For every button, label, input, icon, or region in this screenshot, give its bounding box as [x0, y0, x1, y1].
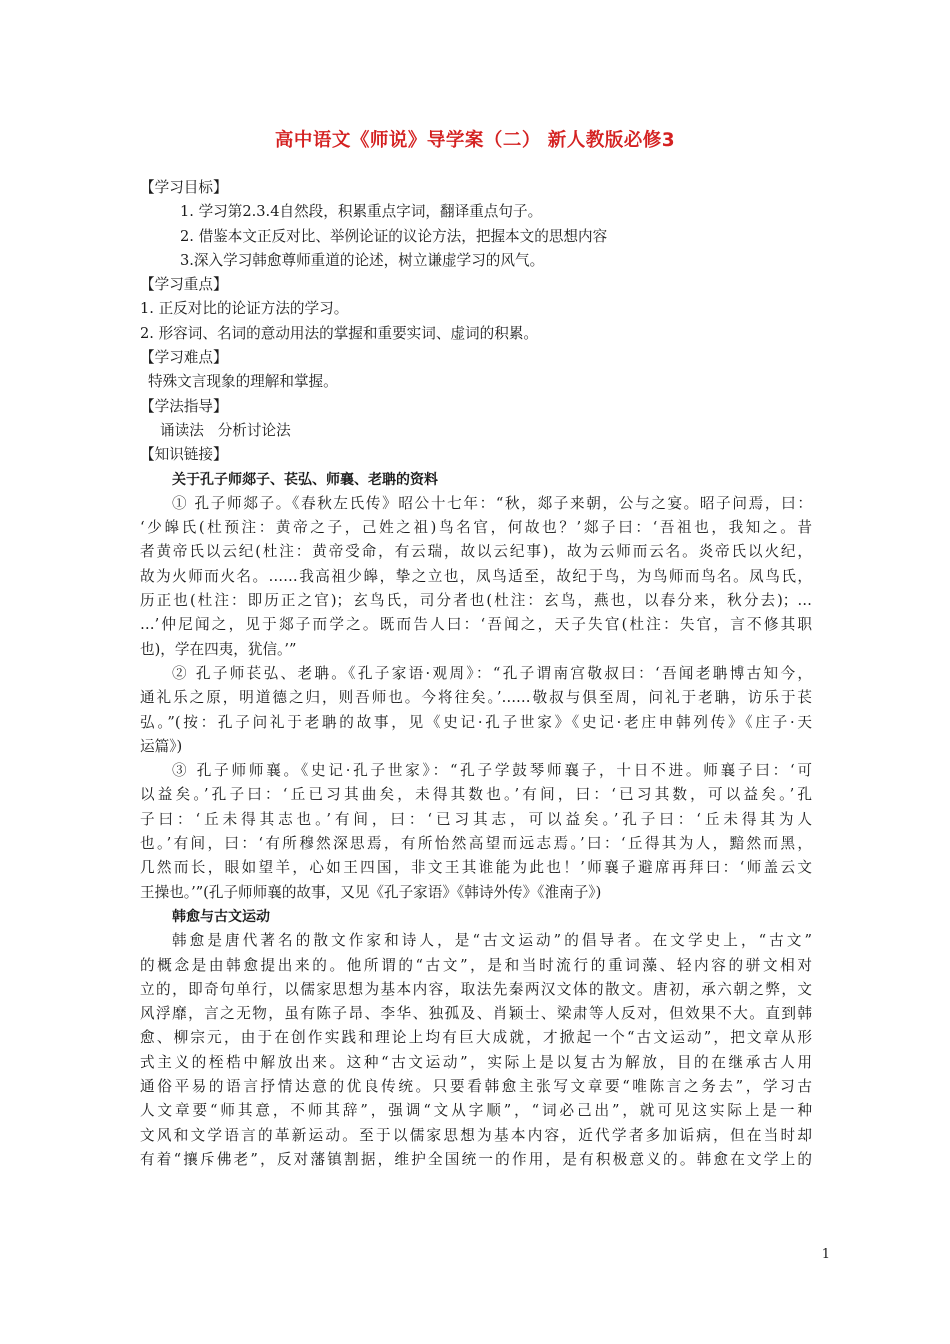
goal-item: 2. 借鉴本文正反对比、举例论证的议论方法，把握本文的思想内容	[180, 227, 608, 245]
paragraph-line: 子曰：‘丘未得其志也。’有间，曰：‘已习其志，可以益矣。’孔子曰：‘丘未得其为人	[140, 810, 812, 828]
paragraph-changhong-laodan	[140, 662, 812, 759]
paragraph-tanzi	[140, 492, 812, 662]
paragraph-line: ③ 孔子师师襄。《史记·孔子世家》：“孔子学鼓琴师襄子，十日不进。师襄子曰：‘可	[172, 762, 812, 780]
document-title: 高中语文《师说》导学案（二） 新人教版必修3	[274, 130, 676, 151]
paragraph-line: 通礼乐之原，明道德之归，则吾师也。今将往矣。’……敬叔与俱至周，问礼于老聃，访乐于苌	[140, 689, 812, 707]
paragraph-line: 者黄帝氏以云纪(杜注：黄帝受命，有云瑞，故以云纪事)，故为云师而云名。炎帝氏以火纪，	[140, 543, 812, 561]
key-point-item: 2. 形容词、名词的意动用法的掌握和重要实词、虚词的积累。	[140, 324, 539, 342]
paragraph-line: 历正也(杜注：即历正之官)；玄鸟氏，司分者也(杜注：玄鸟，燕也，以春分来，秋分去)；…	[140, 592, 812, 610]
paragraph-line: 风浮靡，言之无物，虽有陈子昂、李华、独孤及、肖颖士、梁肃等人反对，但效果不大。直到韩	[140, 1005, 812, 1023]
paragraph-line: 式主义的桎梏中解放出来。这种“古文运动”，实际上是以复古为解放，目的在继承古人用	[140, 1053, 812, 1071]
paragraph-shixiang	[140, 759, 812, 905]
page-number: 1	[821, 1247, 830, 1262]
paragraph-line: 通俗平易的语言抒情达意的优良传统。只要看韩愈主张写文章要“唯陈言之务去”，学习古	[140, 1077, 812, 1095]
method-text: 诵读法 分析讨论法	[160, 421, 291, 439]
paragraph-line: ② 孔子师苌弘、老聃。《孔子家语·观周》：“孔子谓南宫敬叔曰：‘吾闻老聃博古知今，	[172, 664, 812, 682]
paragraph-line: 愈、柳宗元，由于在创作实践和理论上均有巨大成就，才掀起一个“古文运动”，把文章从形	[140, 1029, 812, 1047]
paragraph-han-yu	[140, 929, 812, 1172]
paragraph-line: 的概念是由韩愈提出来的。他所谓的“古文”，是和当时流行的重词藻、轻内容的骈文相对	[140, 956, 812, 974]
paragraph-line: 也。’有间，曰：‘有所穆然深思焉，有所怡然高望而远志焉。’曰：‘丘得其为人，黯然而黑，	[140, 835, 812, 853]
paragraph-line: ‘少皞氏(杜预注：黄帝之子，己姓之祖)鸟名官，何故也？’郯子曰：‘吾祖也，我知之。昔	[140, 519, 812, 537]
paragraph-line: …’仲尼闻之，见于郯子而学之。既而告人曰：‘吾闻之，天子失官(杜注：失官，言不修其职	[140, 616, 812, 634]
goal-item: 3.深入学习韩愈尊师重道的论述，树立谦虚学习的风气。	[180, 251, 545, 269]
subsection-title-confucius: 关于孔子师郯子、苌弘、师襄、老聃的资料	[172, 471, 438, 488]
goal-item: 1. 学习第2.3.4自然段，积累重点字词，翻译重点句子。	[180, 203, 543, 221]
section-heading-method: 【学法指导】	[140, 397, 228, 415]
section-heading-difficulties: 【学习难点】	[140, 349, 228, 367]
paragraph-line: 立的，即奇句单行，以儒家思想为基本内容，取法先秦两汉文体的散文。唐初，承六朝之弊，文	[140, 980, 812, 998]
section-heading-key-points: 【学习重点】	[140, 276, 228, 294]
paragraph-line: 文风和文学语言的革新运动。至于以儒家思想为基本内容，近代学者多加诟病，但在当时却	[140, 1126, 812, 1144]
paragraph-line: 也)，学在四夷，犹信。’”	[140, 640, 297, 658]
subsection-title-han-yu: 韩愈与古文运动	[172, 908, 270, 925]
paragraph-line: 韩愈是唐代著名的散文作家和诗人，是“古文运动”的倡导者。在文学史上，“古文”	[172, 932, 812, 950]
paragraph-line: 王操也。’”(孔子师师襄的故事，又见《孔子家语》《韩诗外传》《淮南子》)	[140, 883, 602, 901]
paragraph-line: 运篇》)	[140, 737, 183, 755]
paragraph-line: 人文章要“师其意，不师其辞”，强调“文从字顺”，“词必己出”，就可见这实际上是一种	[140, 1102, 812, 1120]
paragraph-line: 几然而长，眼如望羊，心如王四国，非文王其谁能为此也！’师襄子避席再拜曰：‘师盖云文	[140, 859, 812, 877]
section-heading-goals: 【学习目标】	[140, 179, 228, 196]
paragraph-line: 弘。”(按：孔子问礼于老聃的故事，见《史记·孔子世家》《史记·老庄申韩列传》《庄子·天	[140, 713, 812, 731]
paragraph-line: 以益矣。’孔子曰：‘丘已习其曲矣，未得其数也。’有间，曰：‘已习其数，可以益矣。’孔	[140, 786, 812, 804]
paragraph-line: ① 孔子师郯子。《春秋左氏传》昭公十七年：“秋，郯子来朝，公与之宴。昭子问焉，曰：	[172, 494, 812, 512]
paragraph-line: 故为火师而火名。……我高祖少皞，挚之立也，凤鸟适至，故纪于鸟，为鸟师而鸟名。凤鸟氏，	[140, 567, 812, 585]
paragraph-line: 有着“攘斥佛老”，反对藩镇割据，维护全国统一的作用，是有积极意义的。韩愈在文学上的	[140, 1150, 812, 1168]
document-body	[140, 176, 812, 1172]
section-heading-links: 【知识链接】	[140, 446, 228, 464]
difficulty-text: 特殊文言现象的理解和掌握。	[148, 373, 338, 391]
key-point-item: 1. 正反对比的论证方法的学习。	[140, 300, 349, 318]
